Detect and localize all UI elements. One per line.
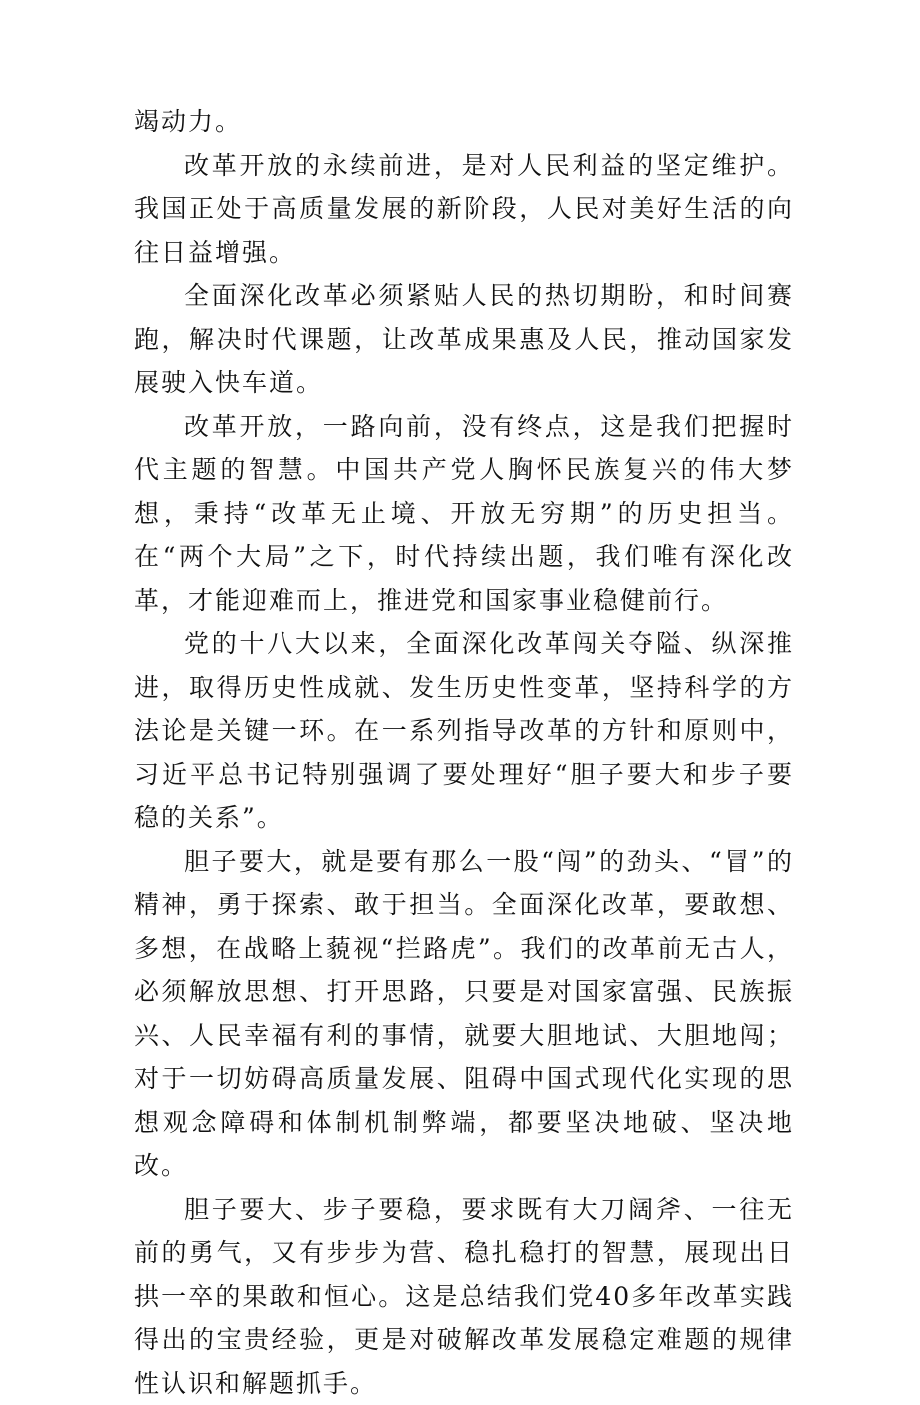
paragraph: 全面深化改革必须紧贴人民的热切期盼，和时间赛跑，解决时代课题，让改革成果惠及人民，推动国家发展驶入快车道。	[134, 274, 794, 405]
paragraph: 胆子要大，就是要有那么一股“闯”的劲头、“冒”的精神，勇于探索、敢于担当。全面深化改革，要敢想、多想，在战略上藐视“拦路虎”。我们的改革前无古人，必须解放思想、打开思路，只要是对国家富强、民族振兴、人民幸福有利的事情，就要大胆地试、大胆地闯；对于一切妨碍高质量发展、阻碍中国式现代化实现的思想观念障碍和体制机制弊端，都要坚决地破、坚决地改。	[134, 840, 794, 1188]
paragraph: 党的十八大以来，全面深化改革闯关夺隘、纵深推进，取得历史性成就、发生历史性变革，坚持科学的方法论是关键一环。在一系列指导改革的方针和原则中，习近平总书记特别强调了要处理好“胆子要大和步子要稳的关系”。	[134, 622, 794, 840]
paragraph: 胆子要大、步子要稳，要求既有大刀阔斧、一往无前的勇气，又有步步为营、稳扎稳打的智慧，展现出日拱一卒的果敢和恒心。这是总结我们党40多年改革实践得出的宝贵经验，更是对破解改革发展稳定难题的规律性认识和解题抓手。	[134, 1188, 794, 1405]
paragraph: 改革开放的永续前进，是对人民利益的坚定维护。我国正处于高质量发展的新阶段，人民对美好生活的向往日益增强。	[134, 144, 794, 275]
article-body	[134, 100, 794, 1405]
paragraph: 改革开放，一路向前，没有终点，这是我们把握时代主题的智慧。中国共产党人胸怀民族复兴的伟大梦想，秉持“改革无止境、开放无穷期”的历史担当。在“两个大局”之下，时代持续出题，我们唯有深化改革，才能迎难而上，推进党和国家事业稳健前行。	[134, 405, 794, 623]
paragraph-continued: 竭动力。	[134, 100, 794, 144]
